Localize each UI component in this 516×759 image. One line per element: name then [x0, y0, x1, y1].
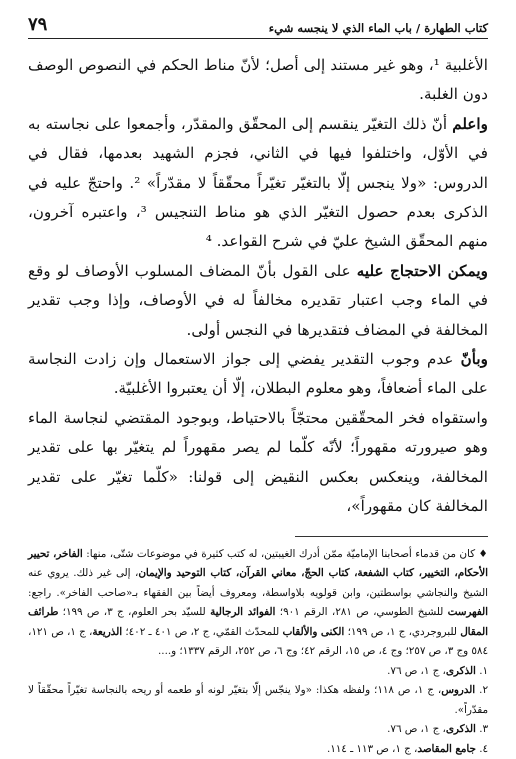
footnote-text: ، ج ١، ص ٧٦. [387, 665, 446, 677]
paragraph-3-text: على القول بأنّ المضاف المسلوب الأوصاف لو وقع في الماء وجب اعتبار تقديره مخالفاً له في الأوصاف، وإذا وجب تقدير المخالفة في المضاف فتقديرها في النجس أولى. [28, 262, 488, 339]
page-number: ٧٩ [28, 14, 47, 35]
footnote-source-title: جامع المقاصد [417, 743, 476, 755]
footnote-works: الفاخر، تحيير الأحكام، التخيير، كتاب الشفعة، كتاب الحجّ، معاني القرآن، كتاب التوحيد والإيمان [28, 548, 488, 580]
footnote-2 [28, 681, 488, 720]
footnote-source-title: الدروس [441, 684, 475, 696]
footnote-source-title: الفوائد الرجالية [210, 606, 275, 618]
footnote-biography [28, 545, 488, 662]
footnote-text: ، ج ١، ص ١١٨؛ ولفظه هكذا: «ولا ينجّس إلّا بتغيّر لونه أو طعمه أو ريحه بالنجاسة تغيّراً محقّقاً لا مقدّراً». [28, 684, 488, 716]
footnote-divider [295, 536, 488, 537]
paragraph-1: الأغلبية ¹، وهو غير مستند إلى أصل؛ لأنّ مناط الحكم في النصوص الوصف دون الغلبة. [28, 51, 488, 110]
footnote-text: ، ج ١، ص ٧٦. [387, 723, 446, 735]
footnote-source-title: الفهرست [448, 606, 488, 618]
footnote-text: للبروجردي، ج ١، ص ١٩٩؛ [344, 626, 460, 638]
footnote-source-title: الذريعة [92, 626, 122, 638]
footnote-number: ٣. [476, 723, 488, 735]
paragraph-3-lead: ويمكن الاحتجاج عليه [357, 262, 488, 280]
running-head: كتاب الطهارة / باب الماء الذي لا ينجسه شيء [269, 21, 488, 35]
footnote-number: ٤. [476, 743, 488, 755]
page-header [28, 14, 488, 39]
paragraph-4-text: عدم وجوب التقدير يفضي إلى جواز الاستعمال وإن زادت النجاسة على الماء أضعافاً، وهو معلوم البطلان، إلّا أن يعتبروا الأغلبيّة. [28, 350, 488, 397]
footnote-text: ، إلى غير ذلك. يروي عنه الشيخ والنجاشي بواسطتين، وابن قولويه بلاواسطة، ومعروف أيضاً بين الفقهاء بـ«صاحب الفاخر». راجع: [28, 567, 488, 599]
footnote-source-title: الكنى والألقاب [282, 626, 344, 638]
paragraph-2-lead: واعلم [452, 115, 488, 133]
footnotes [28, 545, 488, 759]
footnote-3 [28, 720, 488, 740]
footnote-source-title: الذكرى [446, 665, 476, 677]
footnote-text: للسيّد بحر العلوم، ج ٣، ص ١٩٩؛ [58, 606, 210, 618]
footnote-text: للمحدّث القمّي، ج ٢، ص ٤٠١ ـ ٤٠٢؛ [122, 626, 282, 638]
footnote-text: ، ج ١، ص ١١٣ ـ ١١٤. [327, 743, 417, 755]
paragraph-2-text: أنّ ذلك التغيّر ينقسم إلى المحقّق والمقدّر، وأجمعوا على نجاسته به في الأوّل، واختلفوا فيها في الثاني، فجزم الشهيد بعدمها، فقال في الدروس: «ولا ينجس إلّا بالتغيّر تغيّراً محقّقاً لا مقدّراً» ². واحتجّ عليه في الذكرى بعدم حصول التغيّر الذي هو مناط التنجيس ³، واعتبره آخرون، منهم المحقّق الشيخ عليّ في شرح القواعد. ⁴ [28, 115, 488, 251]
footnote-number: ١. [476, 665, 488, 677]
paragraph-4 [28, 345, 488, 404]
footnote-source-title: الذكرى [446, 723, 476, 735]
paragraph-3 [28, 257, 488, 345]
footnote-text: ، ج ١، ص ١٢١، ٥٨٤ وج ٣، ص ٢٥٧؛ وج ٤، ص ١٥، الرقم ٤٢؛ وج ٦، ص ٢٥٢، الرقم ١٣٣٧؛ و.... [28, 626, 488, 658]
footnote-1 [28, 662, 488, 682]
main-text [28, 51, 488, 522]
footnote-text: ♦ كان من قدماء أصحابنا الإماميّة ممّن أدرك الغيبتين، له كتب كثيرة في موضوعات شتّى، منها: [83, 548, 488, 560]
footnote-text: للشيخ الطوسي، ص ٢٨١، الرقم ٩٠١؛ [275, 606, 447, 618]
paragraph-4-lead: وبأنّ [461, 350, 488, 368]
footnote-source-title: طرائف المقال [28, 606, 488, 638]
footnote-number: ٢. [475, 684, 488, 696]
footnote-4 [28, 740, 488, 759]
paragraph-5: واستقواه فخر المحقّقين محتجّاً بالاحتياط، وبوجود المقتضي لنجاسة الماء وهو صيرورته مقهوراً؛ لأنّه كلّما لم يصر مقهوراً لم يتغيّر بها على تقدير المخالفة، وينعكس بعكس النقيض إلى قولنا: «كلّما تغيّر على تقدير المخالفة كان مقهوراً»، [28, 404, 488, 522]
paragraph-2 [28, 110, 488, 257]
